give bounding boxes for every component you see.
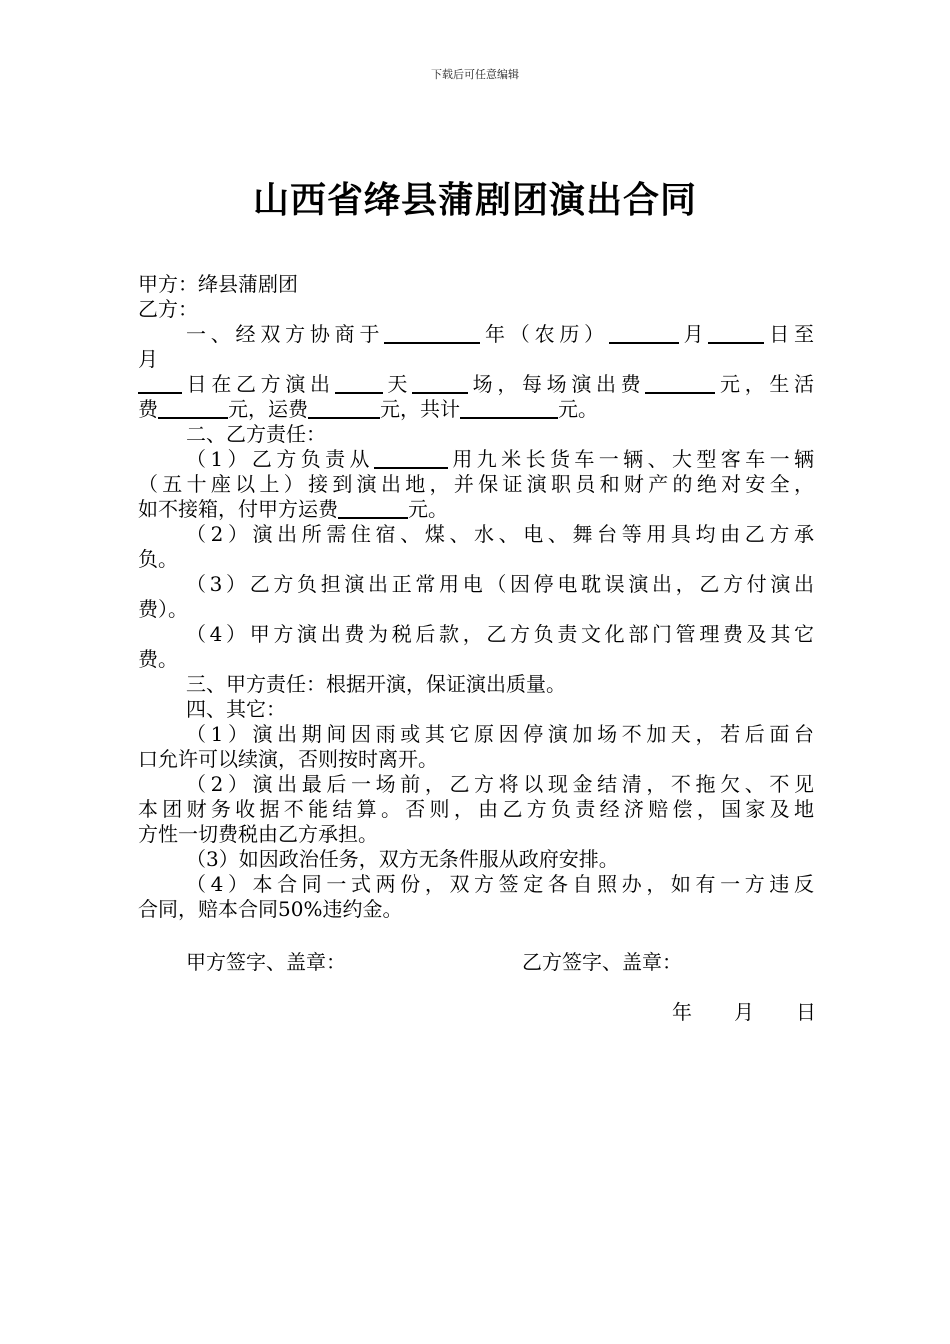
clause-1-text: 元。 xyxy=(558,397,598,421)
item-text: 如不接箱，付甲方运费 xyxy=(138,497,338,521)
signature-date xyxy=(672,996,816,1025)
section-2-item-4-line-1: （4）甲方演出费为税后款，乙方负责文化部门管理费及其它 xyxy=(186,622,814,646)
fee-per-show-blank[interactable] xyxy=(645,372,715,394)
section-4-item-1-line-2: 口允许可以续演，否则按时离开。 xyxy=(138,747,438,771)
section-4-item-1-line-1: （1）演出期间因雨或其它原因停演加场不加天，若后面台 xyxy=(186,722,814,746)
pickup-location-blank[interactable] xyxy=(374,447,448,469)
clause-1-text: 日至 xyxy=(764,322,814,346)
party-b-signature-label: 乙方签字、盖章： xyxy=(522,950,682,974)
item-text: 用九米长货车一辆、大型客车一辆 xyxy=(447,447,814,471)
party-a-line: 甲方：绛县蒲剧团 xyxy=(138,272,298,296)
clause-1-text: 天 xyxy=(382,372,413,396)
contract-title: 山西省绛县蒲剧团演出合同 xyxy=(252,179,697,221)
section-2-item-1-line-3 xyxy=(138,497,814,522)
clause-1-text: 一、经双方协商于 xyxy=(186,322,385,346)
clause-1-text: 费 xyxy=(138,397,158,421)
section-2-heading: 二、乙方责任： xyxy=(186,422,326,446)
item-text: （1）乙方负责从 xyxy=(186,447,374,471)
clause-1-text: 元，共计 xyxy=(380,397,460,421)
clause-1-text: 场，每场演出费 xyxy=(468,372,646,396)
section-2-item-4-line-2: 费。 xyxy=(138,647,178,671)
section-4-heading: 四、其它： xyxy=(186,697,286,721)
shows-blank[interactable] xyxy=(412,372,468,394)
days-blank[interactable] xyxy=(335,372,383,394)
section-4-item-4-line-1: （4）本合同一式两份，双方签定各自照办，如有一方违反 xyxy=(186,872,814,896)
party-a-signature-label: 甲方签字、盖章： xyxy=(186,950,346,974)
section-4-item-4-line-2: 合同，赔本合同50%违约金。 xyxy=(138,897,403,921)
date-month-label: 月 xyxy=(734,1000,754,1024)
clause-1-text: 年（农历） xyxy=(480,322,609,346)
section-2-item-1-line-1 xyxy=(138,447,814,472)
section-2-item-1-line-2: （五十座以上）接到演出地，并保证演职员和财产的绝对安全， xyxy=(138,472,814,496)
date-year-label: 年 xyxy=(672,1000,692,1024)
clause-1-line-4 xyxy=(138,397,814,422)
freight-fee-blank[interactable] xyxy=(338,497,408,519)
section-4-item-2-line-1: （2）演出最后一场前，乙方将以现金结清，不拖欠、不见 xyxy=(186,772,814,796)
year-blank[interactable] xyxy=(384,322,480,344)
clause-1-line-3 xyxy=(138,372,814,397)
clause-1-text: 元，生活 xyxy=(715,372,814,396)
section-4-item-2-line-3: 方性一切费税由乙方承担。 xyxy=(138,822,378,846)
clause-1-line-1 xyxy=(138,322,814,347)
total-blank[interactable] xyxy=(460,397,558,419)
section-2-item-3-line-1: （3）乙方负担演出正常用电（因停电耽误演出，乙方付演出 xyxy=(186,572,814,596)
living-cost-blank[interactable] xyxy=(158,397,228,419)
section-2-item-3-line-2: 费）。 xyxy=(138,597,188,621)
contract-body xyxy=(138,272,814,922)
transport-fee-blank[interactable] xyxy=(308,397,380,419)
month-blank[interactable] xyxy=(609,322,679,344)
end-day-blank[interactable] xyxy=(138,372,182,394)
header-note: 下载后可任意编辑 xyxy=(431,68,519,81)
item-text: 元。 xyxy=(408,497,448,521)
clause-1-line-2: 月 xyxy=(138,347,158,371)
date-day-label: 日 xyxy=(796,1000,816,1024)
section-2-item-2-line-1: （2）演出所需住宿、煤、水、电、舞台等用具均由乙方承 xyxy=(186,522,814,546)
section-3: 三、甲方责任：根据开演，保证演出质量。 xyxy=(186,672,566,696)
section-4-item-2-line-2: 本团财务收据不能结算。否则，由乙方负责经济赔偿，国家及地 xyxy=(138,797,814,821)
clause-1-text: 日在乙方演出 xyxy=(182,372,335,396)
day-blank[interactable] xyxy=(708,322,764,344)
party-b-line: 乙方： xyxy=(138,297,198,321)
section-4-item-3: （3）如因政治任务，双方无条件服从政府安排。 xyxy=(186,847,619,871)
clause-1-text: 月 xyxy=(678,322,709,346)
clause-1-text: 元，运费 xyxy=(228,397,308,421)
section-2-item-2-line-2: 负。 xyxy=(138,547,178,571)
